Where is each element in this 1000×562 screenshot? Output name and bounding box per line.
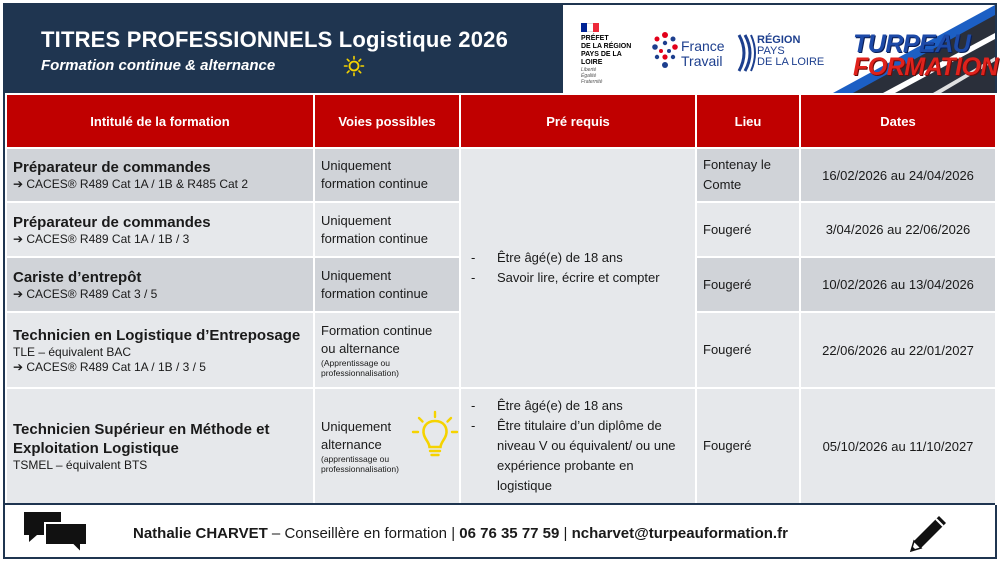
dates-cell: 22/06/2026 au 22/01/2027 (800, 312, 996, 388)
prerequis-item: - Savoir lire, écrire et compter (471, 268, 685, 288)
contact-separator: | (559, 525, 572, 542)
contact-footer (5, 503, 995, 557)
voie-line1: Uniquement (321, 158, 392, 173)
col-header-intitule: Intitulé de la formation (6, 94, 314, 148)
voie-note: (apprentissage ou professionnalisation) (321, 454, 399, 474)
sun-icon (343, 55, 365, 77)
voies-cell (314, 148, 460, 202)
voie-line2: formation continue (321, 230, 428, 246)
chat-bubbles-icon (21, 509, 91, 555)
region-line1: RÉGION (757, 34, 801, 46)
contact-name: Nathalie CHARVET (133, 525, 268, 542)
turpeau-logo (853, 30, 999, 81)
prefet-line2: DE LA RÉGION (581, 43, 632, 50)
voies-cell (314, 388, 460, 504)
france-travail-text (681, 39, 725, 69)
prerequis-cell-common (460, 148, 696, 388)
contact-phone[interactable]: 06 76 35 77 59 (459, 525, 560, 542)
contact-role: – Conseillère en formation | (267, 525, 460, 542)
pencil-icon (903, 509, 953, 555)
dates-cell: 3/04/2026 au 22/06/2026 (800, 202, 996, 257)
col-header-prerequis: Pré requis (460, 94, 696, 148)
french-flag-icon (581, 23, 599, 32)
formation-cell (6, 202, 314, 257)
formation-detail: TSMEL – équivalent BTS (13, 457, 148, 472)
formation-cell (6, 257, 314, 312)
lieu-cell: Fontenay le Comte (696, 148, 800, 202)
prerequis-list (471, 396, 685, 496)
prefet-motto3: Fraternité (581, 79, 603, 85)
prerequis-cell-tsmel (460, 388, 696, 504)
page-title: TITRES PROFESSIONNELS Logistique 2026 (41, 27, 509, 52)
turpeau-line2: FORMATION (853, 53, 999, 81)
table-row (6, 148, 996, 202)
partner-logos (563, 5, 999, 93)
prerequis-item: - Être âgé(e) de 18 ans (471, 396, 685, 416)
voie-line2: formation continue (321, 285, 428, 301)
formation-cell (6, 148, 314, 202)
poster-frame (3, 3, 997, 559)
dates-cell: 05/10/2026 au 11/10/2027 (800, 388, 996, 504)
lieu-cell: Fougeré (696, 257, 800, 312)
voie-alt-block (321, 418, 453, 474)
title-block (5, 5, 563, 93)
formation-detail-2: ➔ CACES® R489 Cat 1A / 1B / 3 / 5 (13, 359, 206, 374)
voie-line2: alternance (321, 437, 382, 452)
formation-name: Technicien Supérieur en Méthode et Exploitation Logistique (13, 420, 270, 457)
formations-table-wrap (5, 93, 995, 503)
lieu-cell: Fougeré (696, 202, 800, 257)
prerequis-list (471, 248, 685, 288)
voies-cell (314, 312, 460, 388)
lieu-cell: Fougeré (696, 312, 800, 388)
formation-detail: ➔ CACES® R489 Cat 1A / 1B & R485 Cat 2 (13, 177, 249, 191)
ft-line2: Travail (681, 53, 723, 69)
voie-line1: Uniquement (321, 267, 392, 283)
formation-detail: TLE – équivalent BAC (13, 344, 132, 359)
voie-line2: ou alternance (321, 341, 400, 356)
formation-detail: ➔ CACES® R489 Cat 1A / 1B / 3 (13, 231, 190, 246)
col-header-lieu: Lieu (696, 94, 800, 148)
region-line3: DE LA LOIRE (757, 56, 825, 68)
formation-name: Technicien en Logistique d’Entreposage (13, 326, 301, 344)
voie-line1: Uniquement (321, 419, 392, 434)
turpeau-line1: TURPEAU (853, 30, 971, 58)
formation-cell (6, 312, 314, 388)
col-header-dates: Dates (800, 94, 996, 148)
region-line2: PAYS (757, 45, 785, 57)
formations-table (5, 93, 997, 505)
page-subtitle: Formation continue & alternance (41, 57, 276, 74)
voie-line2: formation continue (321, 176, 428, 191)
voies-cell (314, 257, 460, 312)
formation-cell (6, 388, 314, 504)
contact-email[interactable]: ncharvet@turpeauformation.fr (571, 525, 788, 542)
col-header-voies: Voies possibles (314, 94, 460, 148)
prefet-motto1: Liberté (581, 67, 597, 73)
lieu-cell: Fougeré (696, 388, 800, 504)
voies-cell (314, 202, 460, 257)
prefet-motto2: Égalité (581, 73, 597, 79)
table-row (6, 388, 996, 504)
table-header-row (6, 94, 996, 148)
formation-detail: ➔ CACES® R489 Cat 3 / 5 (13, 286, 158, 301)
dates-cell: 10/02/2026 au 13/04/2026 (800, 257, 996, 312)
formation-name: Préparateur de commandes (13, 159, 211, 176)
voie-line1: Formation continue (321, 323, 433, 338)
formation-name: Préparateur de commandes (13, 213, 211, 231)
formation-name: Cariste d’entrepôt (13, 268, 142, 286)
header (5, 5, 999, 93)
prerequis-item: - Être âgé(e) de 18 ans (471, 248, 685, 268)
prerequis-item: - Être titulaire d’un diplôme de niveau V ou équivalent/ ou une expérience probante en logistique (471, 416, 685, 496)
lightbulb-icon (411, 410, 459, 462)
voie-line1: Uniquement (321, 212, 392, 228)
prefet-line1: PRÉFET (581, 35, 609, 42)
ft-line1: France (681, 38, 725, 54)
contact-line (133, 525, 788, 542)
prefet-logo (581, 23, 641, 85)
voie-note: (Apprentissage ou professionnalisation) (321, 358, 399, 378)
dates-cell: 16/02/2026 au 24/04/2026 (800, 148, 996, 202)
prefet-line3: PAYS DE LA LOIRE (581, 51, 622, 66)
